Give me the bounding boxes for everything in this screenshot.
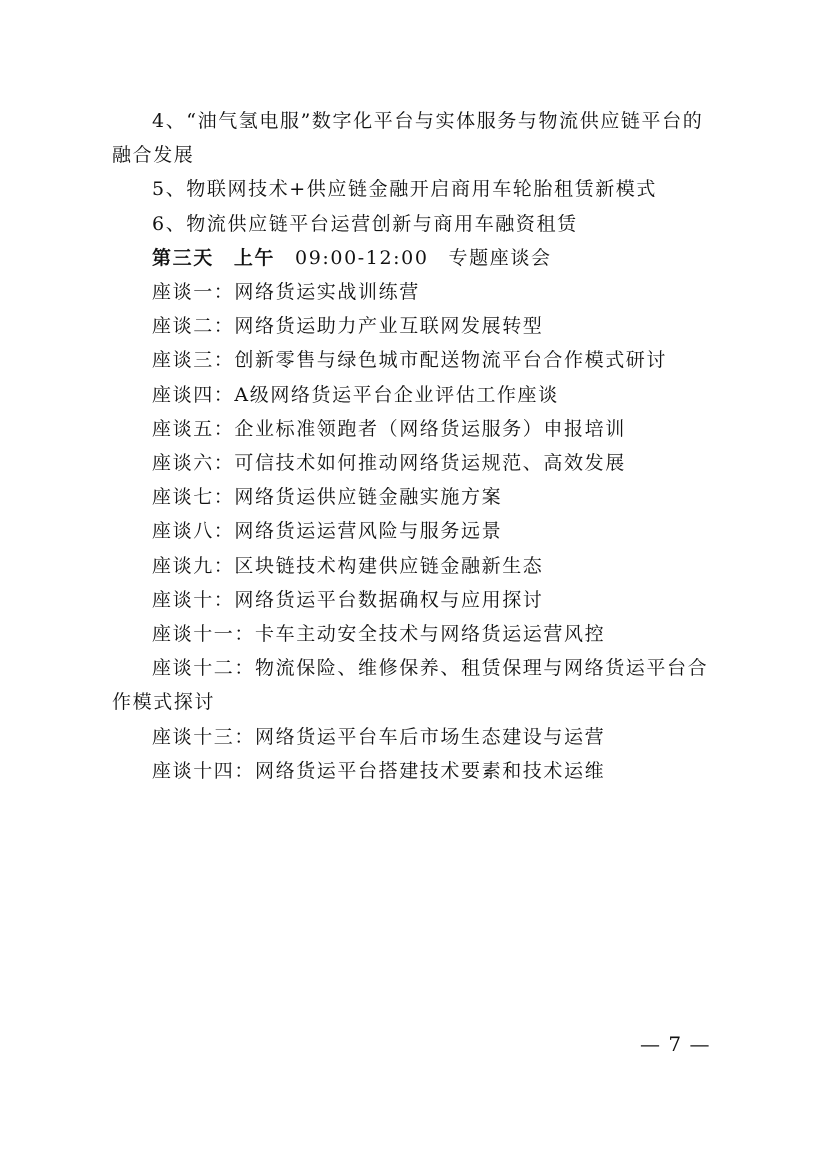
session-item: 座谈四：A级网络货运平台企业评估工作座谈 [152,383,559,406]
heading-time: 09:00-12:00 [295,246,429,269]
session-item: 座谈十三：网络货运平台车后市场生态建设与运营 [152,725,606,748]
session-item: 座谈八：网络货运运营风险与服务远景 [152,520,503,543]
session-item: 座谈九：区块链技术构建供应链金融新生态 [152,554,544,577]
session-item: 座谈一：网络货运实战训练营 [152,281,420,304]
session-item: 座谈十四：网络货运平台搭建技术要素和技术运维 [152,759,606,782]
session-item: 座谈六：可信技术如何推动网络货运规范、高效发展 [152,452,626,475]
session-item: 座谈十二：物流保险、维修保养、租赁保理与网络货运平台合作模式探讨 [112,657,709,714]
session-item: 座谈二：网络货运助力产业互联网发展转型 [152,315,544,338]
heading-day: 第三天 [152,246,214,269]
session-item: 座谈三：创新零售与绿色城市配送物流平台合作模式研讨 [152,349,668,372]
session-item: 座谈十一：卡车主动安全技术与网络货运运营风控 [152,623,606,646]
paragraph-item-4: 4、“油气氢电服”数字化平台与实体服务与物流供应链平台的融合发展 [112,110,704,167]
session-item: 座谈五：企业标准领跑者（网络货运服务）申报培训 [152,417,626,440]
paragraph-item-6: 6、物流供应链平台运营创新与商用车融资租赁 [152,212,578,235]
paragraph-item-5: 5、物联网技术+供应链金融开启商用车轮胎租赁新模式 [152,178,658,201]
heading-topic: 专题座谈会 [448,246,552,269]
page-number: — 7 — [640,1032,711,1056]
session-item: 座谈十：网络货运平台数据确权与应用探讨 [152,588,544,611]
session-item: 座谈七：网络货运供应链金融实施方案 [152,486,503,509]
page-content [112,104,722,788]
day-three-heading [112,241,722,275]
heading-period: 上午 [233,246,276,269]
